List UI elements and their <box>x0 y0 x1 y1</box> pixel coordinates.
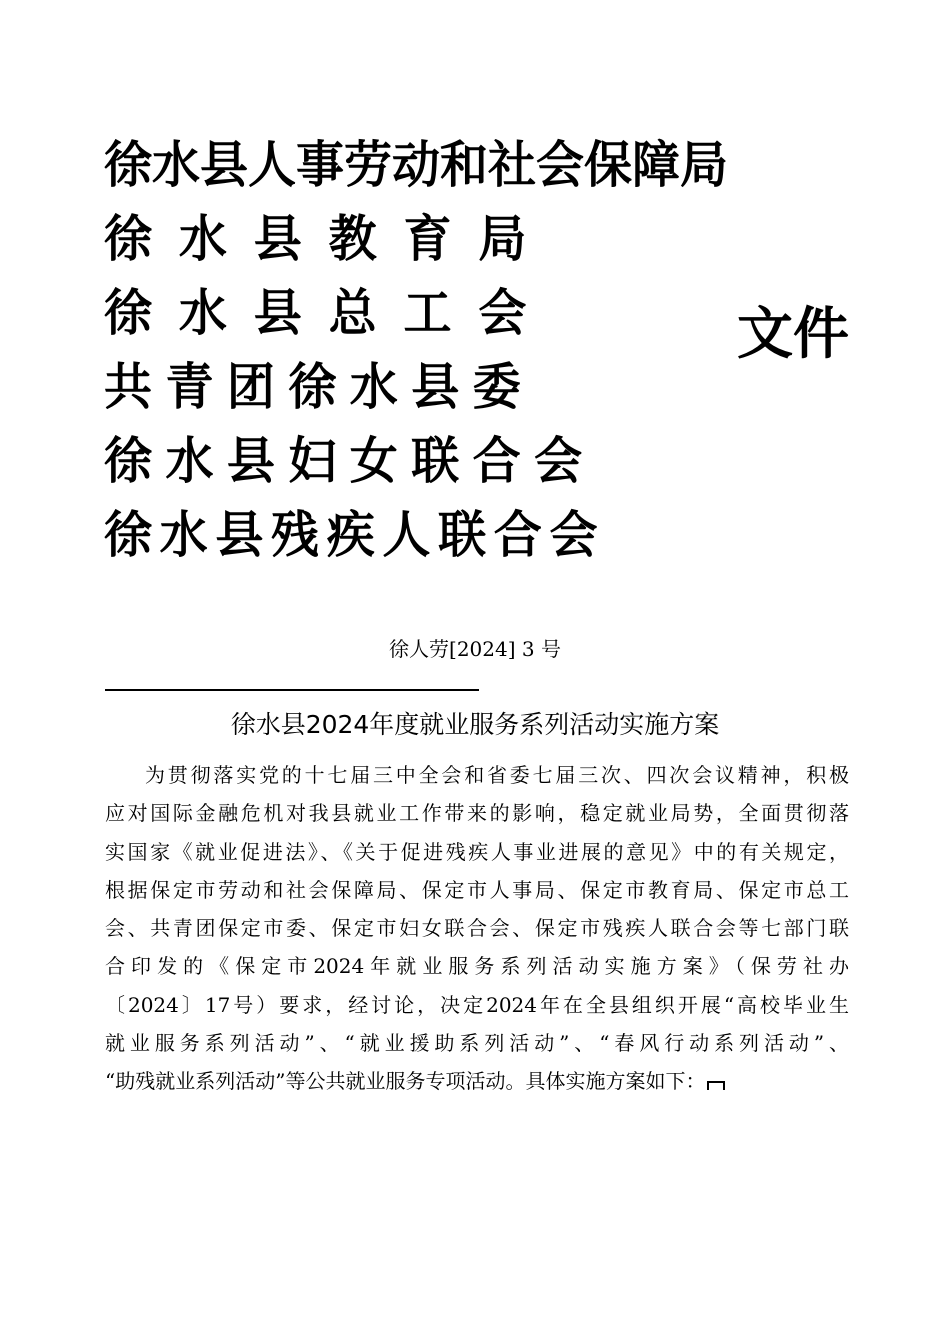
issuer-trade-union: 徐水县总工会 <box>104 284 554 342</box>
issuer-education-bureau: 徐水县教育局 <box>104 210 554 268</box>
paragraph-line-last <box>105 1062 849 1100</box>
issuer-labor-bureau: 徐水县人事劳动和社会保障局 <box>104 136 728 194</box>
issuer-womens-federation: 徐水县妇女联合会 <box>104 432 596 490</box>
document-title: 徐水县2024年度就业服务系列活动实施方案 <box>230 710 720 739</box>
document-number: 徐人劳[2024] 3 号 <box>389 637 561 661</box>
paragraph-line: 为贯彻落实党的十七届三中全会和省委七届三次、四次会议精神，积极 <box>145 763 849 787</box>
paragraph-line: 就业服务系列活动”、“就业援助系列活动”、“春风行动系列活动”、 <box>105 1031 849 1056</box>
issuer-disabled-federation: 徐水县残疾人联合会 <box>104 506 606 564</box>
paragraph-line: 合印发的《保定市2024年就业服务系列活动实施方案》（保劳社办 <box>105 954 849 979</box>
paragraph-line: 〔2024〕17号）要求，经讨论，决定2024年在全县组织开展“高校毕业生 <box>105 992 849 1017</box>
paragraph-line-text: “助残就业系列活动”等公共就业服务专项活动。具体实施方案如下： <box>105 1069 706 1094</box>
paragraph-line: 根据保定市劳动和社会保障局、保定市人事局、保定市教育局、保定市总工 <box>105 877 849 902</box>
paragraph-line: 实国家《就业促进法》、《关于促进残疾人事业进展的意见》中的有关规定， <box>105 839 849 864</box>
paragraph-line: 会、共青团保定市委、保定市妇女联合会、保定市残疾人联合会等七部门联 <box>105 916 849 941</box>
cursor-mark-icon <box>707 1081 725 1090</box>
document-suffix: 文件 <box>737 302 849 367</box>
body-paragraph <box>105 756 849 1101</box>
paragraph-line: 应对国际金融危机对我县就业工作带来的影响，稳定就业局势，全面贯彻落 <box>105 801 849 826</box>
issuer-block <box>104 128 728 572</box>
header-divider <box>105 689 479 691</box>
issuer-youth-league: 共青团徐水县委 <box>104 358 535 416</box>
